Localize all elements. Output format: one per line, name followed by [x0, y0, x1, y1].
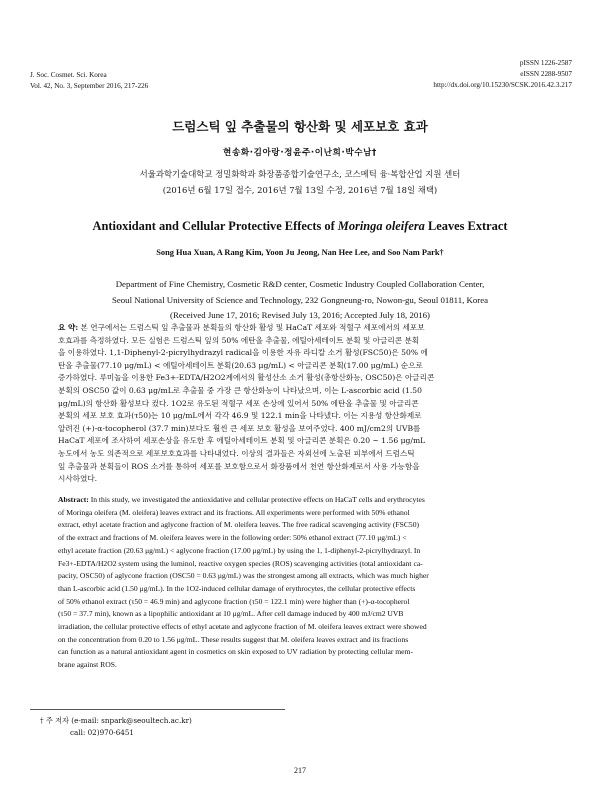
footnote [40, 715, 192, 739]
abstract-korean-line: 탄올 추출물(77.10 μg/mL) < 에틸아세테이트 분획(20.63 μg/mL) < 아글리콘 분획(17.00 μg/mL) 순으로 [58, 360, 423, 370]
affiliation-english-line: Department of Fine Chemistry, Cosmetic R&D center, Cosmetic Industry Coupled Collaboration Center, [115, 279, 485, 289]
abstract-korean-line: 농도에서 농도 의존적으로 세포보호효과를 나타내었다. 이상의 결과들은 자외선에 노출된 피부에서 드럼스틱 [58, 448, 415, 458]
title-korean: 드럼스틱 잎 추출물의 항산화 및 세포보호 효과 [172, 119, 428, 134]
abstract-english-line: of Moringa oleifera (M. oleifera) leaves extract and its fractions. All experiments were performed with 50% ethanol [58, 507, 410, 517]
abstract-english-line: on the concentration from 0.20 to 1.56 μg/mL. These results suggest that M. oleifera leaves extract and its fractions [58, 634, 409, 644]
abstract-english-line: ethyl acetate fraction (20.63 μg/mL) < aglycone fraction (17.00 μg/mL) by using the 1, 1-diphenyl-2-picrylhydrazyl. In [58, 545, 421, 555]
abstract-english-line: of 50% ethanol extract (τ50 = 46.9 min) and aglycone fraction (τ50 = 122.1 min) were higher than (+)-α-tocopherol [58, 596, 410, 606]
affiliation-korean-text: 서울과학기술대학교 정밀화학과 화장품종합기술연구소, 코스메틱 융·복합산업 지원 센터 [139, 169, 461, 179]
abstract-english-line: extract, ethyl acetate fraction and aglycone fraction of M. oleifera leaves. The free radical scavenging activity (FSC50) [58, 520, 420, 530]
abstract-english-text: In this study, we investigated the antioxidative and cellular protective effects on HaCaT cells and erythrocytes [88, 495, 425, 504]
abstract-korean-line: 을 이용하였다. 1,1-Diphenyl-2-picrylhydrazyl radical을 이용한 자유 라디칼 소거 활성(FSC50)은 50% 에 [58, 348, 428, 358]
abstract-english-line: (τ50 = 37.7 min), known as a lipophilic antioxidant at 10 μg/mL. After cell damage induced by 400 mJ/cm2 UVB [58, 609, 404, 619]
abstract-korean-line: 시사하였다. [58, 474, 98, 484]
footnote-email: † 주 저자 (e-mail: snpark@seoultech.ac.kr) [40, 716, 192, 725]
abstract-korean-line: 증가하였다. 루미놀을 이용한 Fe3+-EDTA/H2O2계에서의 활성산소 소거 활성(총항산화능, OSC50)은 아글리콘 [58, 373, 435, 383]
abstract-english-line [58, 494, 548, 507]
title-english-species: Moringa oleifera [337, 219, 425, 233]
doi-link[interactable]: http://dx.doi.org/10.15230/SCSK.2016.42.3.217 [433, 81, 572, 89]
abstract-english-label: Abstract: [58, 495, 89, 504]
abstract-korean-line: 알려진 (+)-α-tocopherol (37.7 min)보다도 훨씬 큰 세포 보호 활성을 보여주었다. 400 mJ/cm2의 UVB를 [58, 423, 421, 433]
eissn: eISSN 2288-9507 [520, 70, 572, 78]
dates-korean: (2016년 6월 17일 접수, 2016년 7월 13일 수정, 2016년 7월 18일 채택) [162, 185, 438, 195]
abstract-korean-text: 본 연구에서는 드럼스틱 잎 추출물과 분획들의 항산화 활성 및 HaCaT 세포와 적혈구 세포에서의 세포보 [78, 323, 425, 332]
title-english [0, 219, 600, 234]
authors-english: Song Hua Xuan, A Rang Kim, Yoon Ju Jeong, Nan Hee Lee, and Soo Nam Park† [156, 248, 444, 257]
abstract-korean-label: 요 약: [58, 323, 79, 332]
authors-korean: 현송화·김아랑·정윤주·이난희·박수남† [223, 148, 377, 158]
abstract-english-line: pacity, OSC50) of aglycone fraction (OSC50 = 0.63 μg/mL) was the strongest among all extracts, which was much higher [58, 571, 429, 581]
abstract-korean-line [58, 322, 548, 335]
abstract-korean-line: 호효과를 측정하였다. 모든 실험은 드럼스틱 잎의 50% 에탄올 추출물, 에틸아세테이트 분획 및 아글리콘 분획 [58, 335, 420, 345]
pissn: pISSN 1226-2587 [519, 59, 572, 67]
abstract-english-line: than L-ascorbic acid (1.50 μg/mL). In the 1O2-induced cellular damage of erythrocytes, the cellular protective effects [58, 583, 416, 593]
abstract-korean-line: HaCaT 세포에 조사하여 세포손상을 유도한 후 에틸아세테이트 분획 및 아글리콘 분획은 0.20 ~ 1.56 μg/mL [58, 436, 426, 446]
abstract-english-line: can function as a natural antioxidant agent in cosmetics on skin exposed to UV radiation by protecting cellular mem- [58, 647, 413, 657]
abstract-korean [58, 322, 548, 486]
abstract-korean-line: 분획의 OSC50 값이 0.63 μg/mL로 추출물 중 가장 큰 항산화능이 나타났으며, 이는 L-ascorbic acid (1.50 [58, 385, 422, 395]
title-english-pre: Antioxidant and Cellular Protective Effects of [92, 219, 338, 233]
journal-name: J. Soc. Cosmet. Sci. Korea [30, 71, 107, 79]
abstract-korean-line: μg/mL)의 항산화 활성보다 컸다. 1O2로 유도된 적혈구 세포 손상에 있어서 50% 에탄올 추출물 및 아글리콘 [58, 398, 419, 408]
affiliation-english-line: Seoul National University of Science and Technology, 232 Gongneung-ro, Nowon-gu, Seoul 01811, Korea [111, 294, 489, 305]
abstract-english-line: of the extract and fractions of M. oleifera leaves were in the following order: 50% ethanol extract (77.10 μg/mL) < [58, 533, 407, 543]
abstract-korean-line: 잎 추출물과 분획들이 ROS 소거를 통하여 세포를 보호함으로서 화장품에서 천연 항산화제로서 사용 가능함을 [58, 461, 420, 471]
footnote-divider [30, 709, 285, 710]
dates-english: (Received June 17, 2016; Revised July 13, 2016; Accepted July 18, 2016) [170, 310, 430, 320]
footnote-phone: call: 02)970-6451 [70, 728, 135, 737]
abstract-korean-line: 분획의 세포 보호 효과(τ50)는 10 μg/mL에서 각각 46.9 및 122.1 min을 나타냈다. 이는 지용성 항산화제로 [58, 411, 422, 421]
affiliation-english [40, 277, 560, 324]
affiliation-korean [0, 166, 600, 198]
abstract-english-line: irradiation, the cellular protective effects of ethyl acetate and aglycone fraction of M. oleifera leaves extract were showed [58, 622, 427, 632]
title-english-post: Leaves Extract [424, 219, 508, 233]
abstract-english-line: brane against ROS. [58, 660, 117, 670]
abstract-english-line: Fe3+-EDTA/H2O2 system using the luminol, reactive oxygen species (ROS) scavenging activities (total antioxidant ca- [58, 558, 423, 568]
journal-citation [30, 70, 148, 92]
issn-block [433, 58, 572, 91]
abstract-english [58, 494, 548, 672]
page-number: 217 [294, 766, 306, 775]
journal-volume: Vol. 42, No. 3, September 2016, 217-226 [30, 82, 149, 90]
